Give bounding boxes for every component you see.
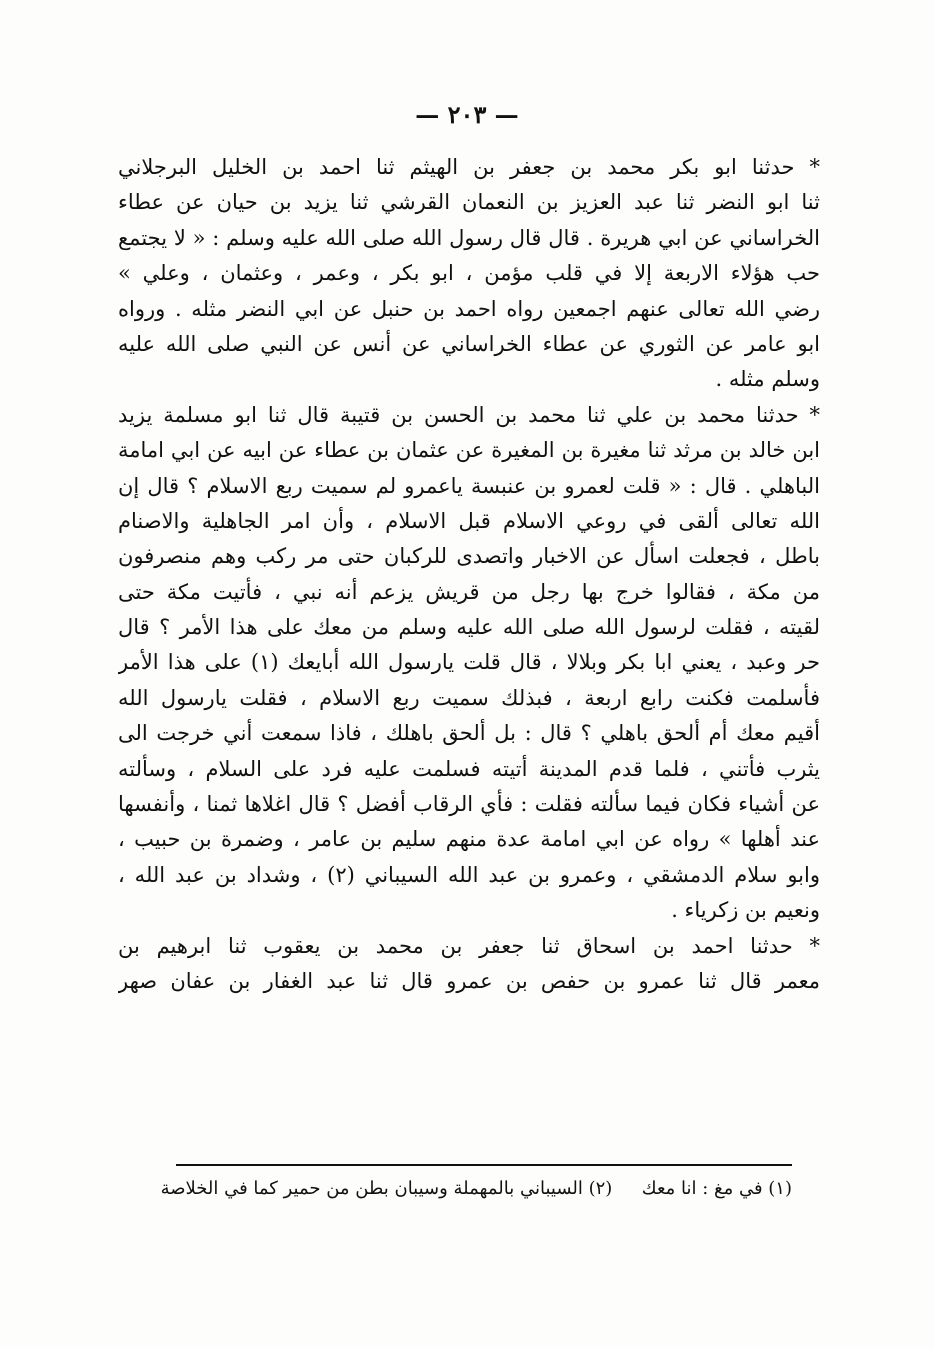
text-line-10: الباهلي . قال : « قلت لعمرو بن عنبسة ياعمرو لم سميت ربع الاسلام ؟ قال إن [118,473,820,498]
text-line-20: عند أهلها » رواه عن ابي امامة عدة منهم سليم بن عامر ، وضمرة بن حبيب ، [118,827,820,852]
text-line-6: ابو عامر عن الثوري عن عطاء الخراساني عن أنس عن النبي صلى الله عليه [118,331,820,356]
page-number: — ٢٠٣ — [415,100,519,129]
footnotes [160,1174,792,1204]
text-line-12: باطل ، فجعلت اسأل عن الاخبار واتصدى للركبان حتى مر ركب وهم منصرفون [118,544,820,569]
text-line-23: * حدثنا احمد بن اسحاق ثنا جعفر بن محمد بن يعقوب ثنا ابرهيم بن [118,933,820,958]
text-line-22: ونعيم بن زكرياء . [671,898,820,923]
text-line-4: حب هؤلاء الاربعة إلا في قلب مؤمن ، ابو بكر ، وعمر ، وعثمان ، وعلي » [118,261,820,286]
text-line-8: * حدثنا محمد بن علي ثنا محمد بن الحسن بن قتيبة قال ثنا ابو مسلمة يزيد [118,402,820,427]
text-line-17: أقيم معك أم ألحق باهلي ؟ قال : بل ألحق باهلك ، فاذا سمعت أني خرجت الى [118,721,820,746]
text-line-13: من مكة ، فقالوا خرج بها رجل من قريش يزعم أنه نبي ، فأتيت مكة حتى [118,579,820,604]
text-line-16: فأسلمت فكنت رابع اربعة ، فبذلك سميت ربع الاسلام ، فقلت يارسول الله [118,685,820,710]
text-line-14: لقيته ، فقلت لرسول الله صلى الله عليه وسلم من معك على هذا الأمر ؟ قال [118,615,820,640]
text-line-18: يثرب فأتني ، فلما قدم المدينة أتيته فسلمت عليه فرد على السلام ، وسألته [118,756,820,781]
text-line-1: * حدثنا ابو بكر محمد بن جعفر بن الهيثم ثنا احمد بن الخليل البرجلاني [118,155,820,179]
text-line-7: وسلم مثله . [715,367,820,392]
text-line-5: رضي الله تعالى عنهم اجمعين رواه احمد بن حنبل عن ابي النضر مثله . ورواه [118,296,820,321]
text-line-15: حر وعبد ، يعني ابا بكر وبلالا ، قال قلت يارسول الله أبايعك (١) على هذا الأمر [118,650,820,675]
footnote-1: (١) في مغ : انا معك [641,1178,792,1199]
text-line-24: معمر قال ثنا عمرو بن حفص بن عمرو قال ثنا عبد الغفار بن عفان صهر [118,968,820,993]
text-line-9: ابن خالد بن مرثد ثنا مغيرة بن المغيرة عن عثمان بن عطاء عن ابيه عن ابي امامة [118,438,820,463]
text-line-2: ثنا ابو النضر ثنا عبد العزيز بن النعمان القرشي ثنا يزيد بن حيان عن عطاء [118,190,820,215]
footnote-divider [176,1164,792,1166]
text-line-3: الخراساني عن ابي هريرة . قال قال رسول الله صلى الله عليه وسلم : « لا يجتمع [118,225,820,250]
text-line-21: وابو سلام الدمشقي ، وعمرو بن عبد الله السيباني (٢) ، وشداد بن عبد الله ، [118,862,820,887]
main-text-body [118,150,820,999]
text-line-11: الله تعالى ألقى في روعي الاسلام قبل الاسلام ، وأن امر الجاهلية والاصنام [118,508,820,533]
text-line-19: عن أشياء فكان فيما سألته فقلت : فأي الرقاب أفضل ؟ قال اغلاها ثمنا ، وأنفسها [118,792,820,817]
footnote-2: (٢) السيباني بالمهملة وسيبان بطن من حمير كما في الخلاصة [160,1178,613,1199]
